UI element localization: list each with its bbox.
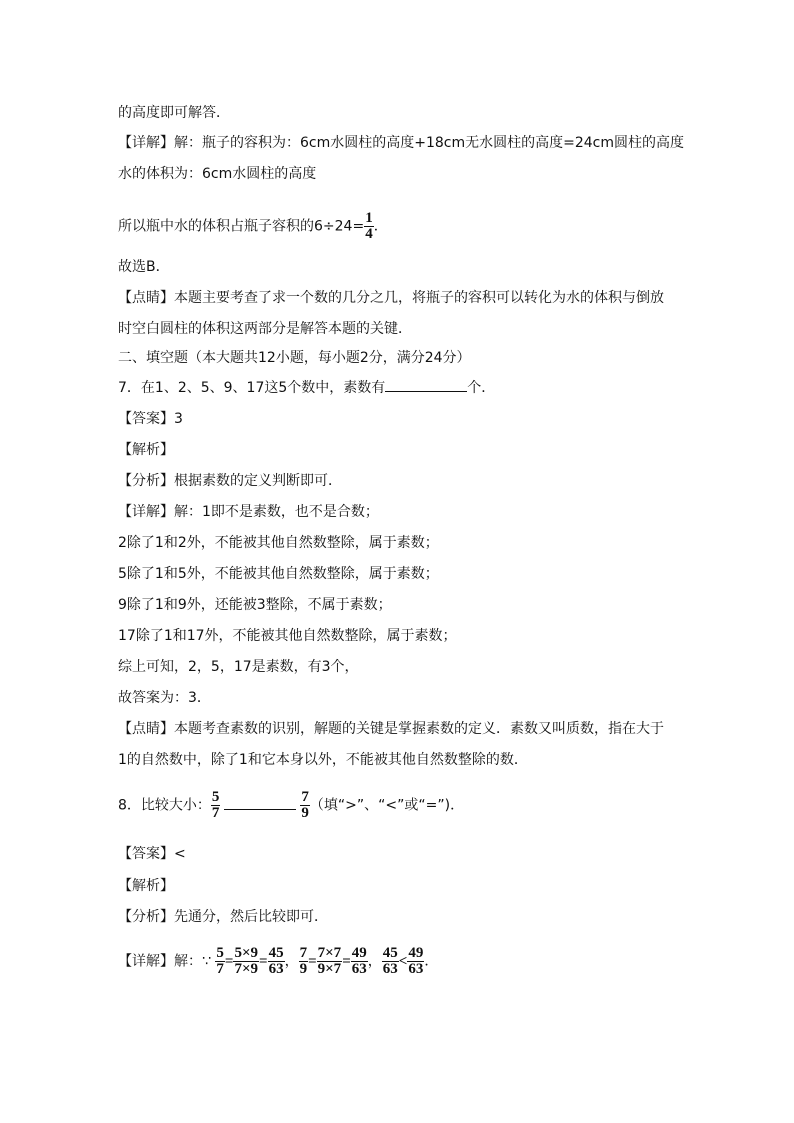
text-line: 水的体积为：6cm水圆柱的高度 <box>118 166 317 182</box>
numerator: 5×9 <box>234 945 258 961</box>
less-than-sign: < <box>398 953 408 970</box>
text-segment: 8．比较大小： <box>118 797 211 814</box>
numerator: 49 <box>351 945 367 961</box>
comma: ， <box>284 953 299 970</box>
denominator: 63 <box>382 961 398 977</box>
text-line: 【点睛】本题主要考查了求一个数的几分之几，将瓶子的容积可以转化为水的体积与倒放 <box>118 290 664 306</box>
question-8 <box>118 790 464 821</box>
analysis-label: 【解析】 <box>118 878 174 894</box>
text-line: 时空白圆柱的体积这两部分是解答本题的关键． <box>118 321 412 337</box>
numerator: 45 <box>268 945 284 961</box>
denominator: 7×9 <box>234 961 258 977</box>
denominator: 7 <box>211 805 220 821</box>
text-segment: 所以瓶中水的体积占瓶子容积的6÷24= <box>118 218 365 235</box>
q8-detail-line <box>118 946 438 977</box>
text-line: 【分析】先通分，然后比较即可． <box>118 909 328 925</box>
fraction-seven-ninths <box>300 790 310 821</box>
text-line: 【点睛】本题考查素数的识别，解题的关键是掌握素数的定义．素数又叫质数，指在大于 <box>118 721 664 737</box>
text-segment: 个． <box>467 380 496 396</box>
question-7 <box>118 379 495 397</box>
denominator: 63 <box>268 961 284 977</box>
text-line: 9除了1和9外，还能被3整除，不属于素数； <box>118 597 392 613</box>
equals-sign: = <box>224 953 234 970</box>
text-line: 【详解】解：1即不是素数，也不是合数； <box>118 504 379 520</box>
denominator: 4 <box>365 226 373 242</box>
because-symbol: ∵ <box>202 953 211 970</box>
text-line: 【分析】根据素数的定义判断即可． <box>118 473 342 489</box>
text-line: 1的自然数中，除了1和它本身以外，不能被其他自然数整除的数． <box>118 752 528 768</box>
numerator: 49 <box>408 945 424 961</box>
numerator: 5 <box>211 789 220 805</box>
answer-blank <box>385 379 467 392</box>
answer-label: 【答案】< <box>118 846 186 862</box>
fraction-one-quarter <box>364 211 374 242</box>
text-segment: ． <box>373 218 388 235</box>
text-line <box>118 211 388 242</box>
denominator: 9 <box>301 805 309 821</box>
numerator: 5 <box>216 945 224 961</box>
section-heading: 二、填空题（本大题共12小题，每小题2分，满分24分） <box>118 350 471 366</box>
text-segment: 【详解】解： <box>118 953 202 970</box>
analysis-label: 【解析】 <box>118 442 174 458</box>
denominator: 7 <box>216 961 224 977</box>
text-line: 综上可知，2，5，17是素数，有3个， <box>118 659 359 675</box>
numerator: 7 <box>299 945 308 961</box>
numerator: 7×7 <box>317 945 342 961</box>
text-line: 故答案为：3． <box>118 690 211 706</box>
equals-sign: = <box>308 953 317 970</box>
period: ． <box>424 953 439 970</box>
text-segment: 7．在1、2、5、9、17这5个数中，素数有 <box>118 380 386 396</box>
text-line: 的高度即可解答． <box>118 105 230 121</box>
fraction <box>233 946 259 977</box>
equals-sign: = <box>259 953 268 970</box>
answer-label: 【答案】3 <box>118 411 183 427</box>
denominator: 9×7 <box>317 961 342 977</box>
answer-blank <box>224 797 296 810</box>
numerator: 1 <box>365 210 373 226</box>
fraction <box>382 946 399 977</box>
denominator: 63 <box>408 961 424 977</box>
fraction <box>299 946 309 977</box>
fraction <box>317 946 343 977</box>
text-line: 5除了1和5外，不能被其他自然数整除，属于素数； <box>118 566 439 582</box>
denominator: 9 <box>299 961 308 977</box>
text-line: 17除了1和17外，不能被其他自然数整除，属于素数； <box>118 628 457 644</box>
numerator: 45 <box>382 945 398 961</box>
text-line: 故选B． <box>118 259 170 275</box>
comma: ， <box>367 953 382 970</box>
text-segment: （填“>”、“<”或“=”)． <box>309 797 465 814</box>
fraction <box>215 946 225 977</box>
text-line: 【详解】解：瓶子的容积为：6cm水圆柱的高度+18cm无水圆柱的高度=24cm圆柱的高度 <box>118 135 685 151</box>
denominator: 63 <box>351 961 367 977</box>
fraction <box>268 946 285 977</box>
fraction <box>407 946 424 977</box>
fraction-five-sevenths <box>211 790 221 821</box>
fraction <box>351 946 368 977</box>
numerator: 7 <box>301 789 309 805</box>
equals-sign: = <box>342 953 351 970</box>
text-line: 2除了1和2外，不能被其他自然数整除，属于素数； <box>118 535 439 551</box>
